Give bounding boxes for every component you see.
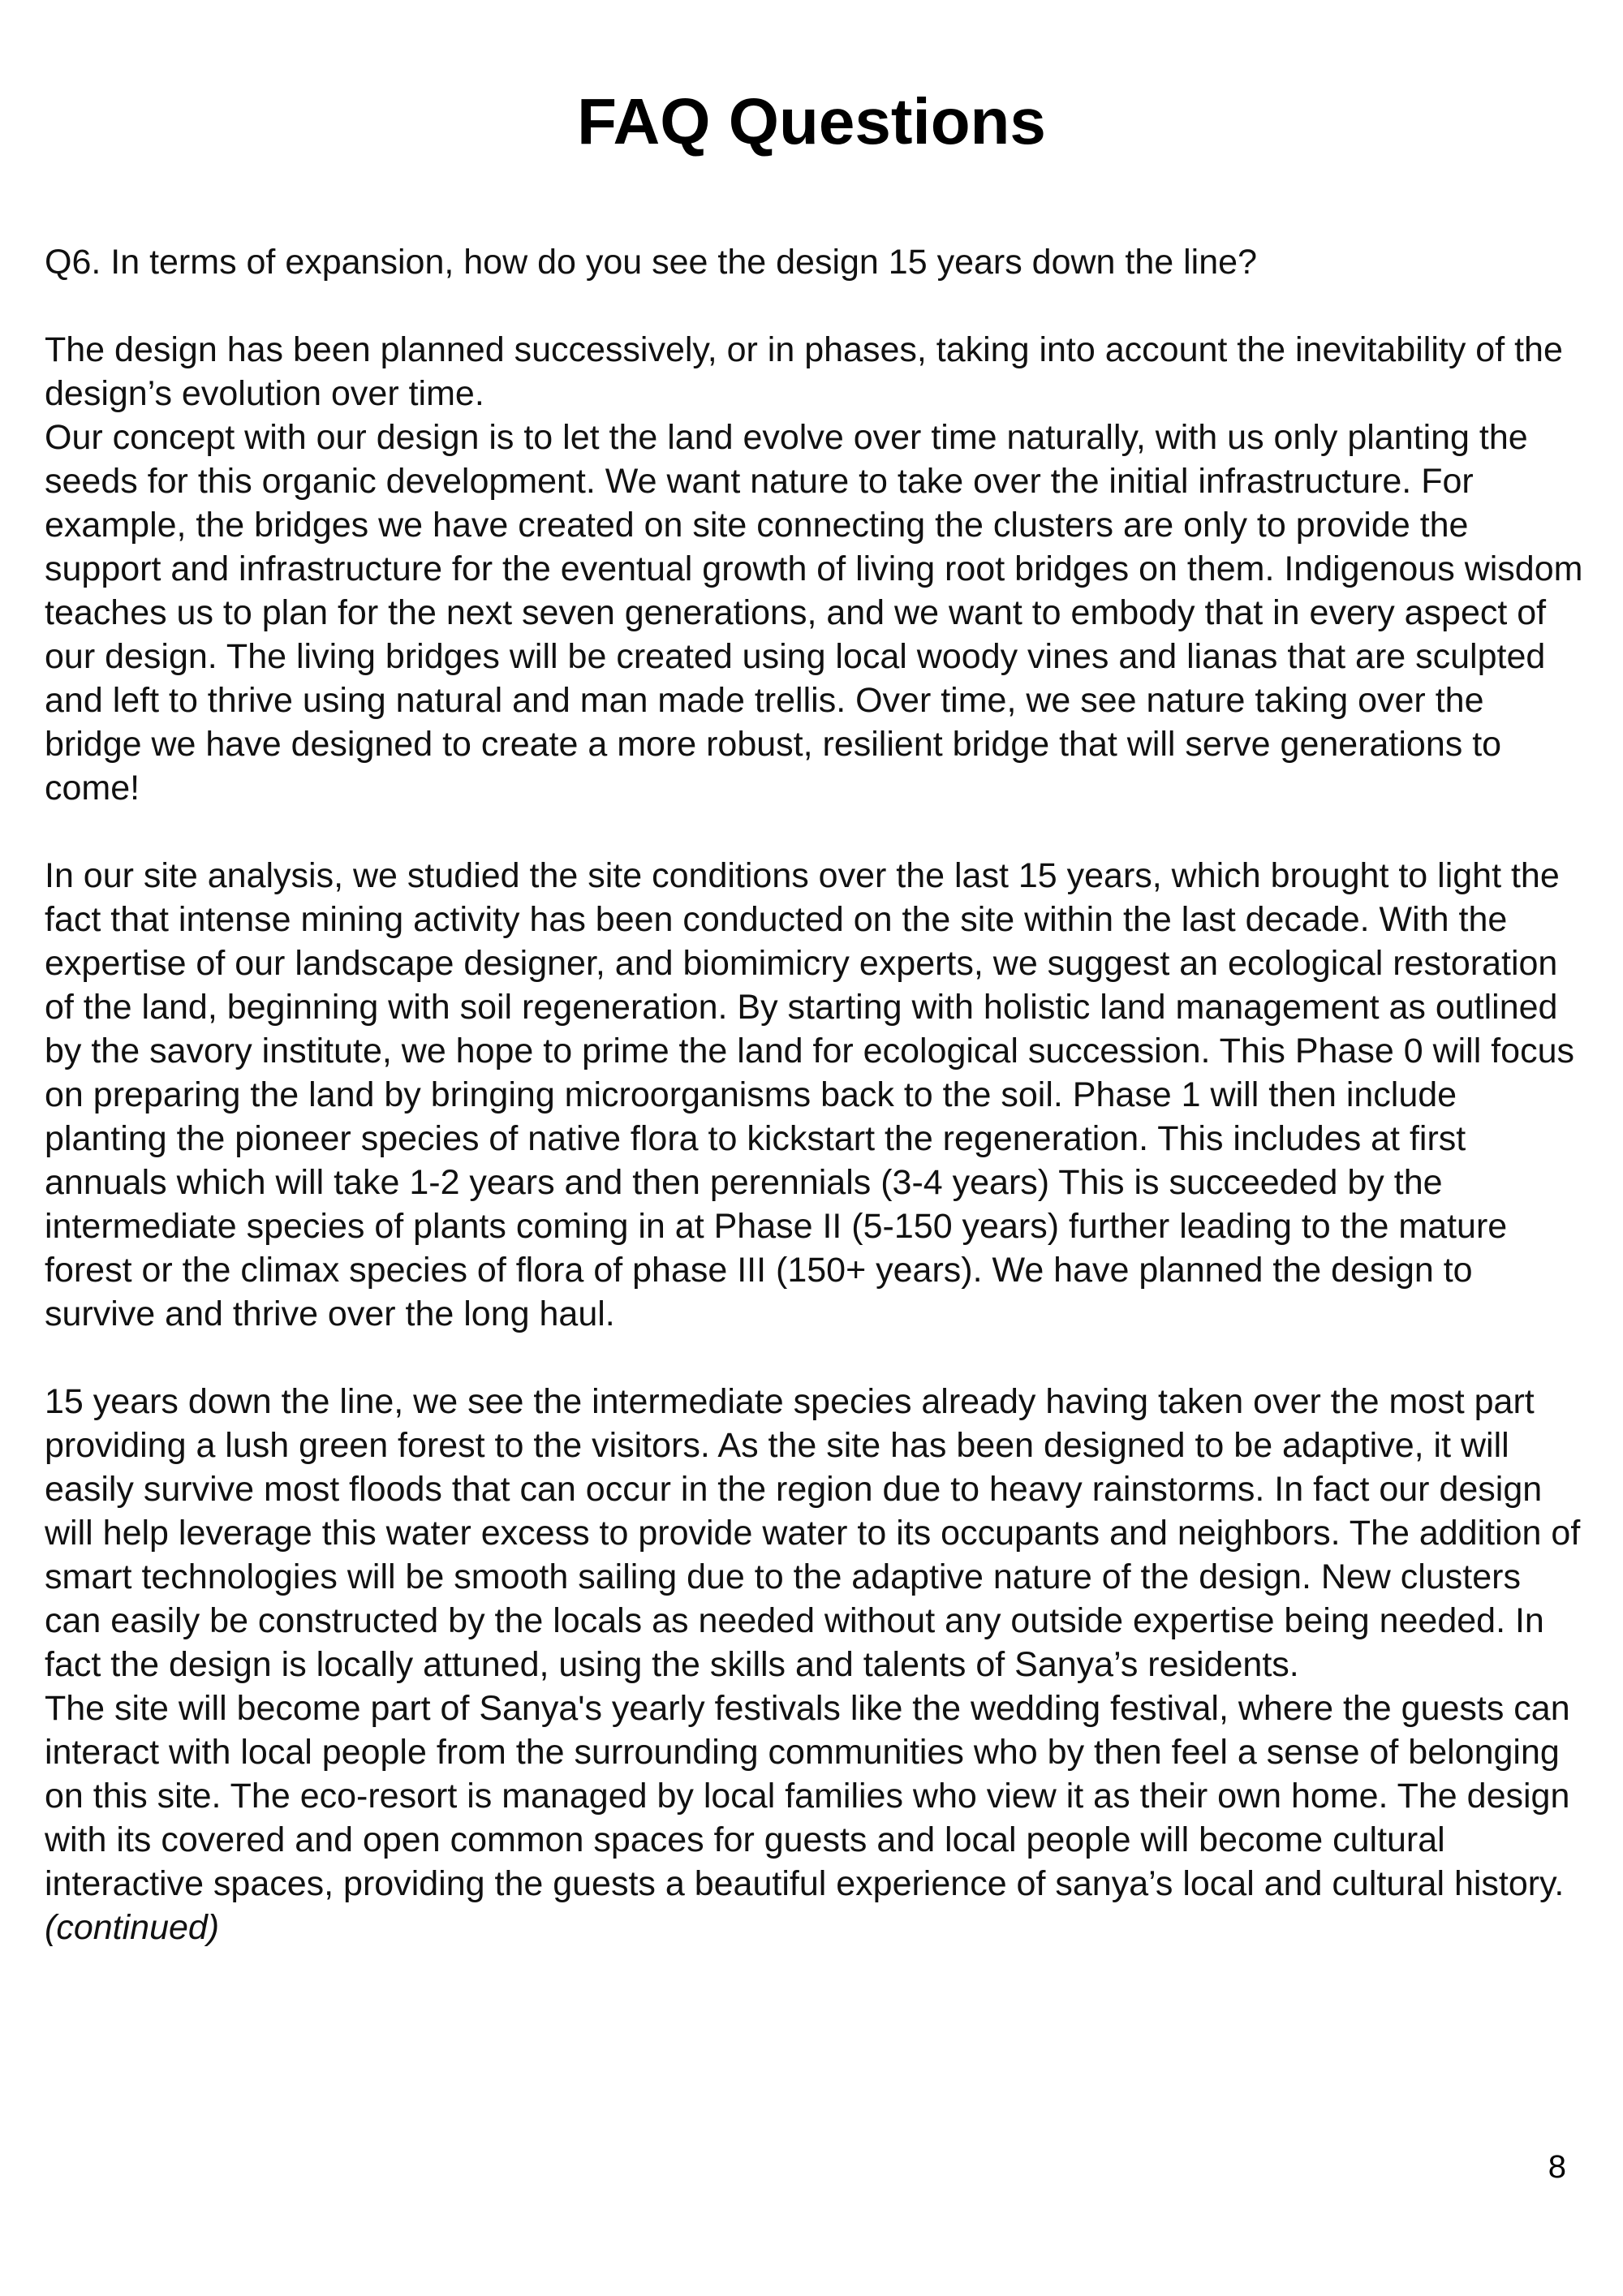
continued-note: (continued) [45,1908,220,1947]
page-title: FAQ Questions [577,85,1046,157]
answer-paragraph-2: Our concept with our design is to let the land evolve over time naturally, with us only planting the seeds for this organic development. We want nature to take over the initial infrastructure. For example, the bridges we have created on site connecting the clusters are only to provide the support and infrastructure for the eventual growth of living root bridges on them. Indigenous wisdom teaches us to plan for the next seven generations, and we want to embody that in every aspect of our design. The living bridges will be created using local woody vines and lianas that are sculpted and left to thrive using natural and man made trellis. Over time, we see nature taking over the bridge we have designed to create a more robust, resilient bridge that will serve generations to come! [45,418,1583,808]
answer-paragraph-5: The site will become part of Sanya's yearly festivals like the wedding festival, where the guests can interact with local people from the surrounding communities who by then feel a sense of belonging on this site. The eco-resort is managed by local families who view it as their own home. The design with its covered and open common spaces for guests and local people will become cultural interactive spaces, providing the guests a beautiful experience of sanya’s local and cultural history. [45,1689,1570,1903]
page-number: 8 [1548,2149,1566,2185]
answer-paragraph-1: The design has been planned successively, or in phases, taking into account the inevitability of the design’s evolution over time. [45,330,1563,413]
answer-paragraph-4: 15 years down the line, we see the intermediate species already having taken over the most part providing a lush green forest to the visitors. As the site has been designed to be adaptive, it will easily survive most floods that can occur in the region due to heavy rainstorms. In fact our design will help leverage this water excess to provide water to its occupants and neighbors. The addition of smart technologies will be smooth sailing due to the adaptive nature of the design. New clusters can easily be constructed by the locals as needed without any outside expertise being needed. In fact the design is locally attuned, using the skills and talents of Sanya’s residents. [45,1382,1581,1684]
faq-question: Q6. In terms of expansion, how do you see the design 15 years down the line? [45,243,1257,282]
faq-content [45,240,1586,1949]
answer-paragraph-3: In our site analysis, we studied the site conditions over the last 15 years, which brought to light the fact that intense mining activity has been conducted on the site within the last decade. With the expertise of our landscape designer, and biomimicry experts, we suggest an ecological restoration of the land, beginning with soil regeneration. By starting with holistic land management as outlined by the savory institute, we hope to prime the land for ecological succession. This Phase 0 will focus on preparing the land by bringing microorganisms back to the soil. Phase 1 will then include planting the pioneer species of native flora to kickstart the regeneration. This includes at first annuals which will take 1-2 years and then perennials (3-4 years) This is succeeded by the intermediate species of plants coming in at Phase II (5-150 years) further leading to the mature forest or the climax species of flora of phase III (150+ years). We have planned the design to survive and thrive over the long haul. [45,856,1575,1333]
